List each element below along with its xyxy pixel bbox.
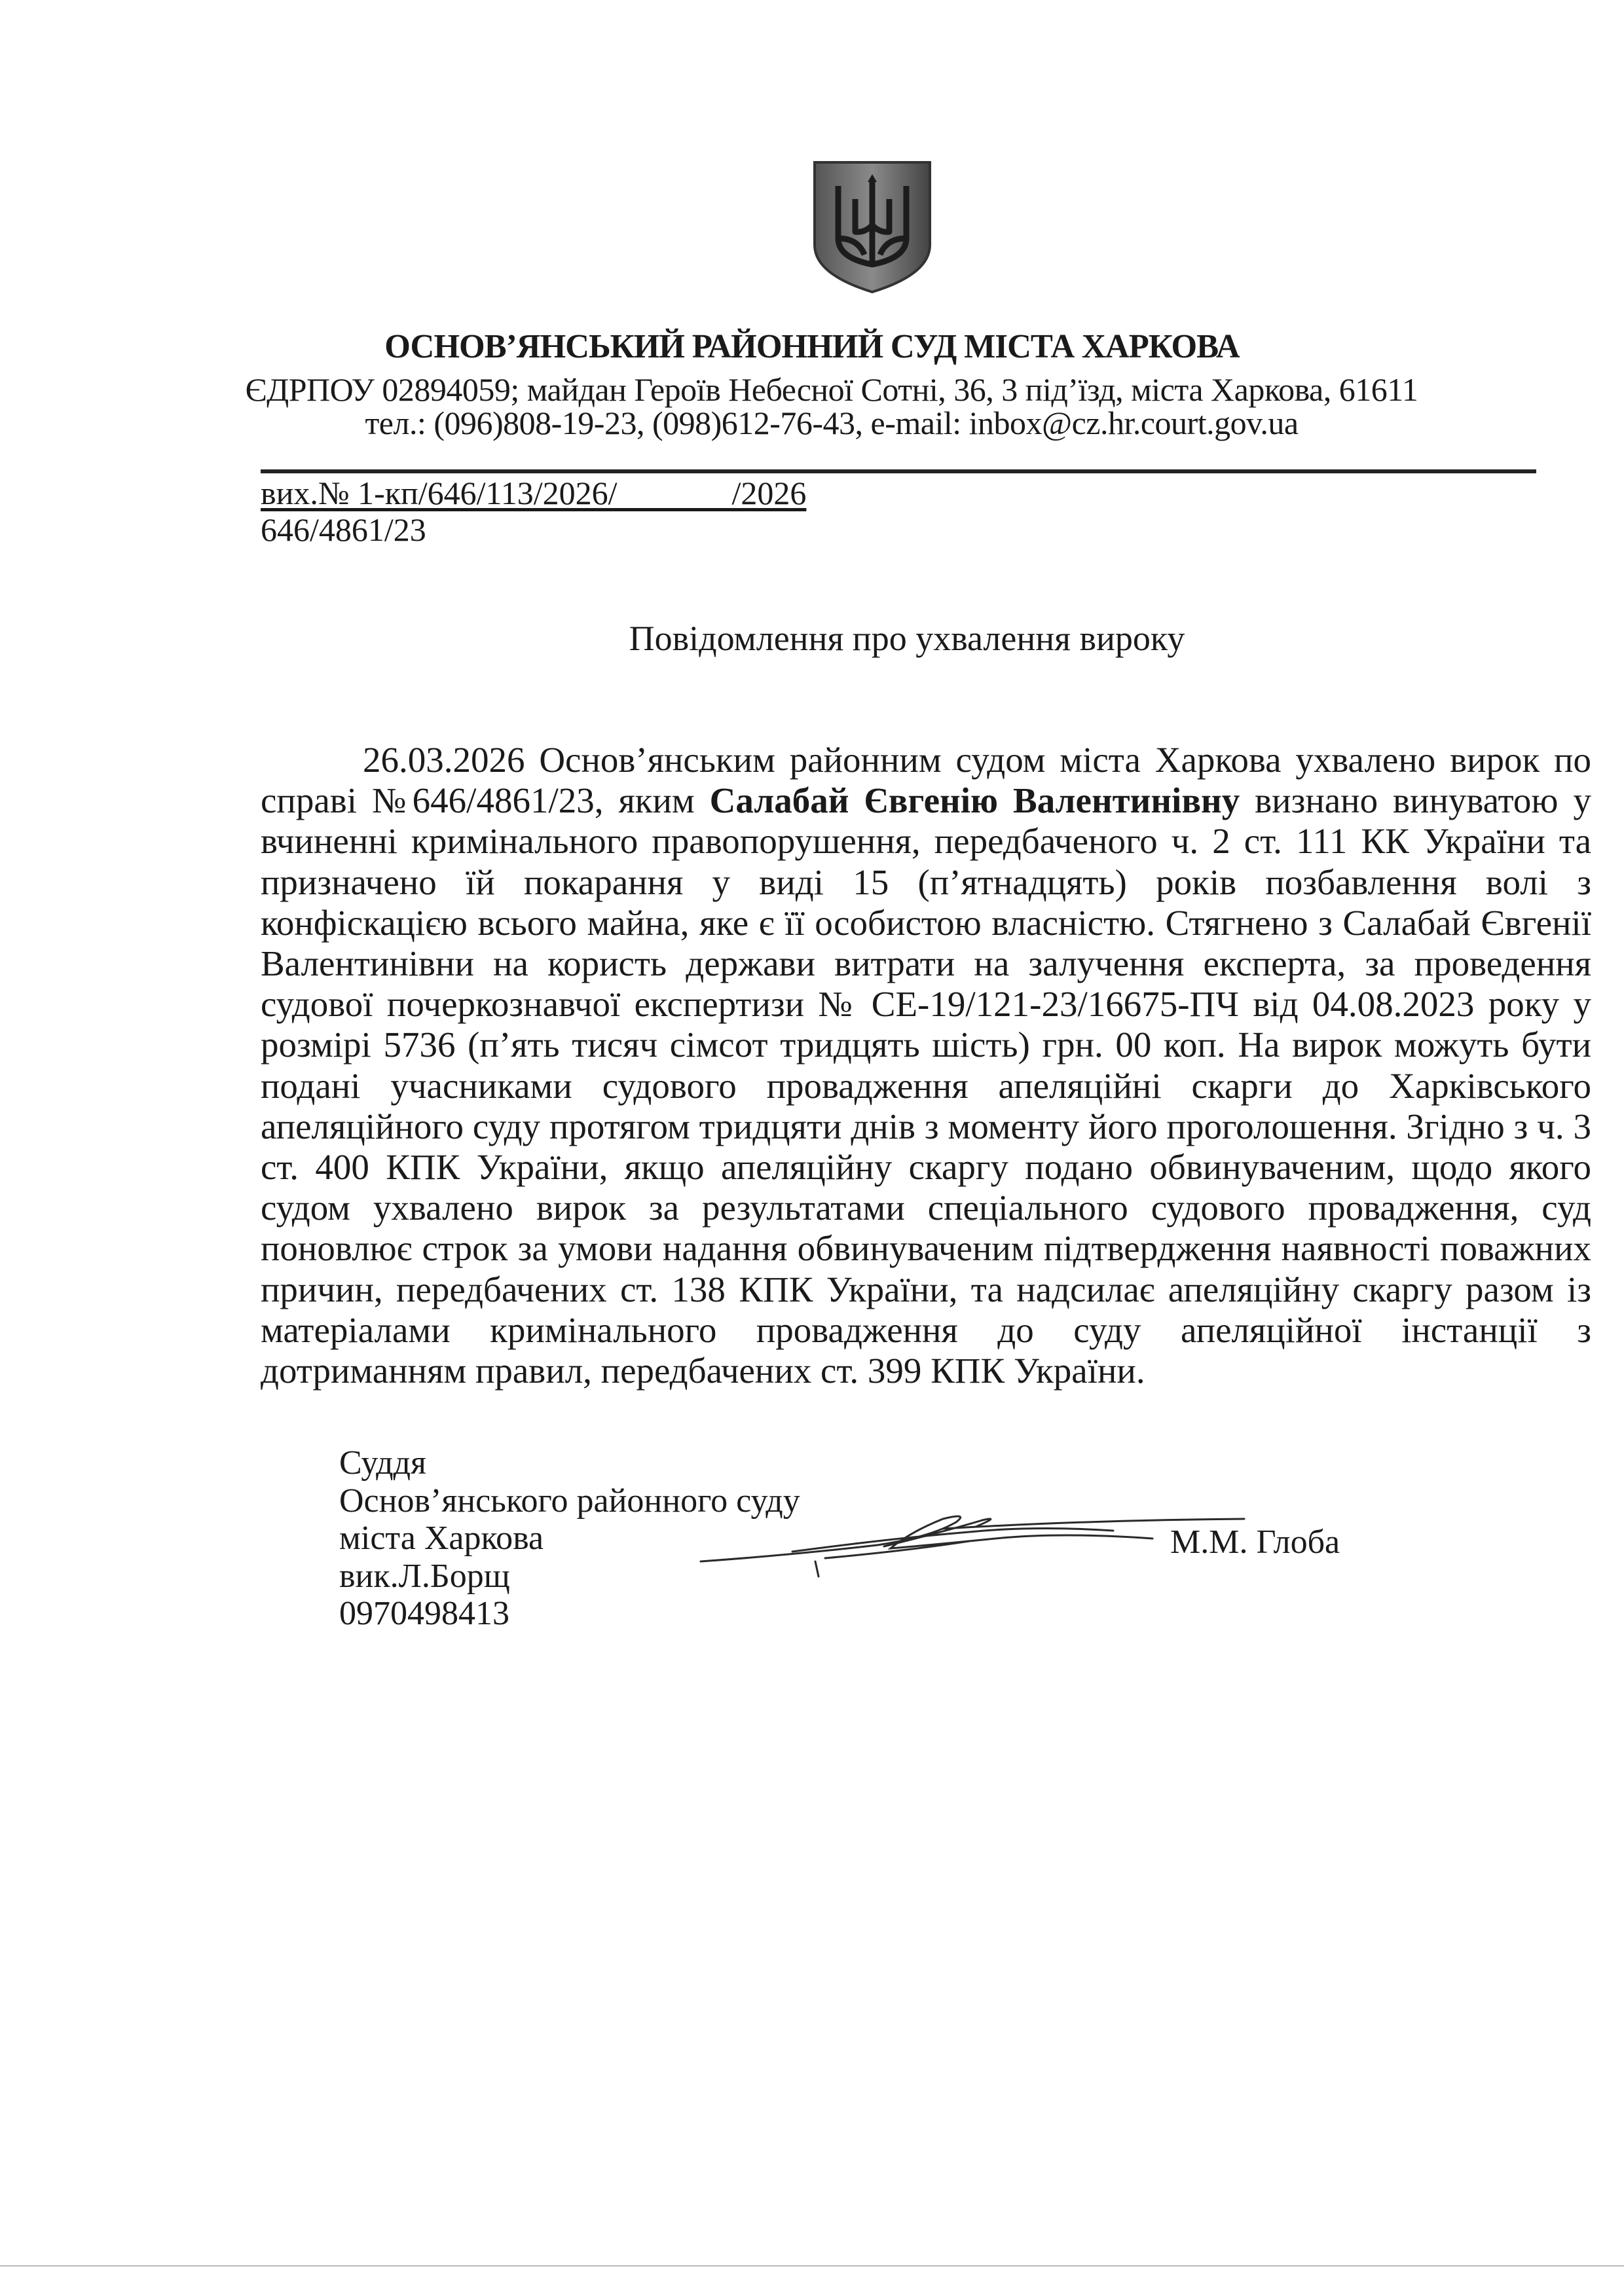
judge-name: М.М. Глоба — [1170, 1523, 1340, 1561]
court-line-1: Основ’янського районного суду — [339, 1482, 800, 1520]
header-divider — [261, 469, 1536, 473]
executor: вик.Л.Борщ — [339, 1557, 510, 1595]
scan-edge — [0, 2265, 1624, 2267]
judge-position: Суддя — [339, 1444, 426, 1482]
court-line-2: міста Харкова — [339, 1520, 544, 1557]
court-address: ЄДРПОУ 02894059; майдан Героїв Небесної Сотні, 36, 3 під’їзд, міста Харкова, 61611 — [245, 371, 1418, 408]
body-text-start: 26.03.2026 Основ’янським районним судом міста Харкова ухвалено вирок по справі №646/4861/23, яким — [261, 740, 1591, 821]
court-contacts: тел.: (096)808-19-23, (098)612-76-43, e-mail: inbox@cz.hr.court.gov.ua — [365, 405, 1299, 441]
outgoing-number: вих.№ 1-кп/646/113/2026/ /2026 — [261, 475, 807, 511]
body-text-rest: визнано винуватою у вчиненні кримінального правопорушення, передбаченого ч. 2 ст. 111 КК України та призначено їй покарання у виді 15 (п’ятнадцять) років позбавлення волі з конфіскацією всього майна, яке є її особистою власністю. Стягнено з Салабай Євгенії Валентинівни на користь держави витрати на залучення експерта, за проведення судової почеркознавчої експертизи № СЕ-19/121-23/16675-ПЧ від 04.08.2023 року у розмірі 5736 (п’ять тисяч сімсот тридцять шість) грн. 00 коп. На вирок можуть бути подані учасниками судового провадження апеляційні скарги до Харківського апеляційного суду протягом тридцяти днів з моменту його проголошення. Згідно з ч. 3 ст. 400 КПК України, якщо апеляційну скаргу подано обвинуваченим, щодо якого судом ухвалено вирок за результатами спеціального судового провадження, суд поновлює строк за умови надання обвинуваченим підтвердження наявності поважних причин, передбачених ст. 138 КПК України, та надсилає апеляційну скаргу разом із матеріалами кримінального провадження до суду апеляційної інстанції з дотриманням правил, передбачених ст. 399 КПК України. — [261, 780, 1591, 1391]
defendant-name: Салабай Євгенію Валентинівну — [709, 780, 1240, 821]
coat-of-arms-icon — [812, 160, 932, 295]
document-body — [261, 740, 1591, 1391]
case-number: 646/4861/23 — [261, 511, 426, 548]
court-name: ОСНОВ’ЯНСЬКИЙ РАЙОННИЙ СУД МІСТА ХАРКОВА — [384, 328, 1240, 365]
executor-phone: 0970498413 — [339, 1595, 509, 1632]
document-title: Повідомлення про ухвалення вироку — [629, 619, 1185, 658]
